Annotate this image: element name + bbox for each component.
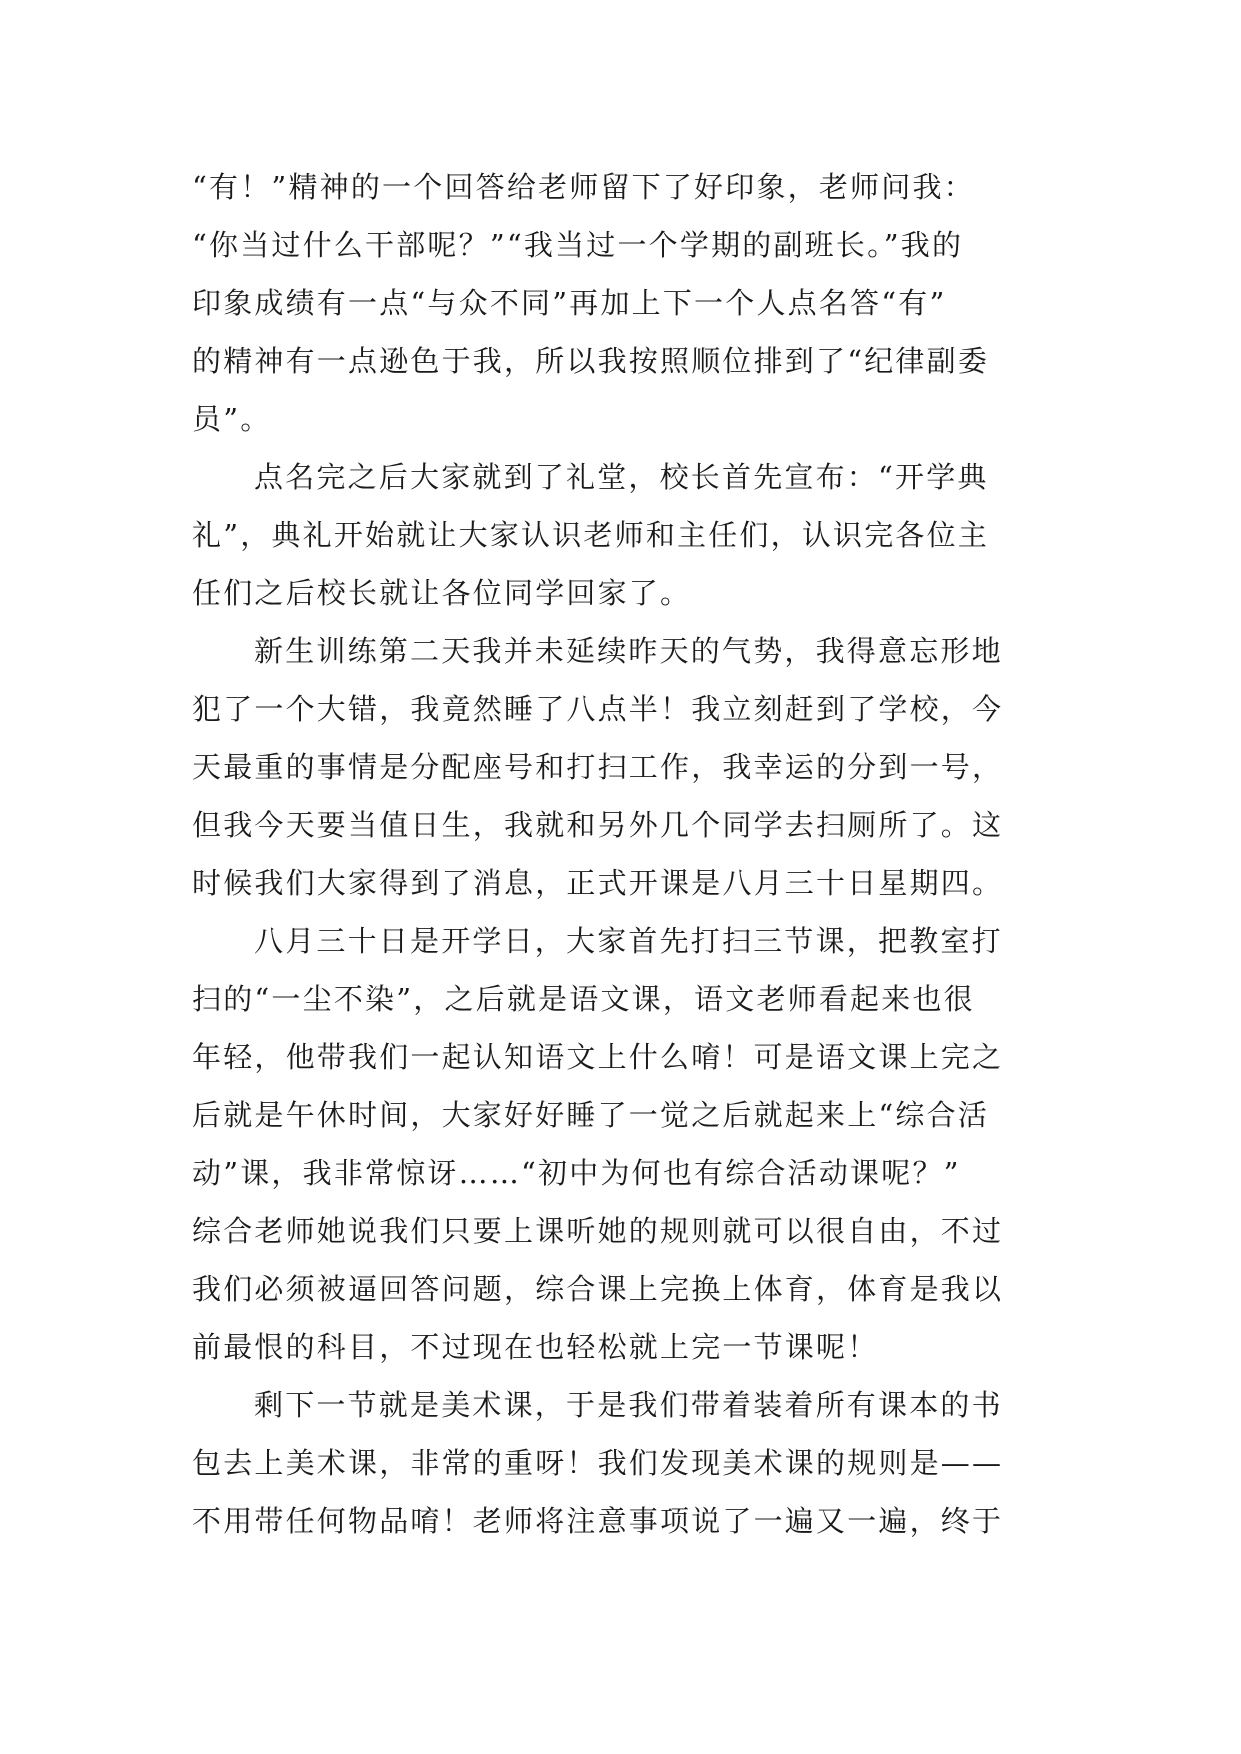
text-line: 天最重的事情是分配座号和打扫工作，我幸运的分到一号，	[192, 750, 1004, 784]
paragraph-start-line: 新生训练第二天我并未延续昨天的气势，我得意忘形地	[254, 634, 1003, 668]
text-line: 综合老师她说我们只要上课听她的规则就可以很自由，不过	[192, 1214, 1004, 1248]
text-line: 的精神有一点逊色于我，所以我按照顺位排到了“纪律副委	[192, 344, 990, 378]
text-line: 任们之后校长就让各位同学回家了。	[192, 576, 692, 610]
text-line: 包去上美术课，非常的重呀！我们发现美术课的规则是——	[192, 1446, 1004, 1480]
text-line: 不用带任何物品唷！老师将注意事项说了一遍又一遍，终于	[192, 1504, 1004, 1538]
paragraph-start-line: 点名完之后大家就到了礼堂，校长首先宣布：“开学典	[254, 460, 989, 494]
text-line: 印象成绩有一点“与众不同”再加上下一个人点名答“有”	[192, 286, 947, 320]
paragraph-start-line: 剩下一节就是美术课，于是我们带着装着所有课本的书	[254, 1388, 1003, 1422]
text-line: “你当过什么干部呢？”“我当过一个学期的副班长。”我的	[192, 228, 964, 262]
text-line: 员”。	[192, 402, 272, 436]
paragraph-start-line: 八月三十日是开学日，大家首先打扫三节课，把教室打	[254, 924, 1003, 958]
text-line: 前最恨的科目，不过现在也轻松就上完一节课呢！	[192, 1330, 879, 1364]
text-line: “有！”精神的一个回答给老师留下了好印象，老师问我：	[192, 170, 975, 204]
text-line: 时候我们大家得到了消息，正式开课是八月三十日星期四。	[192, 866, 1004, 900]
text-line: 年轻，他带我们一起认知语文上什么唷！可是语文课上完之	[192, 1040, 1004, 1074]
text-line: 犯了一个大错，我竟然睡了八点半！我立刻赶到了学校，今	[192, 692, 1004, 726]
text-line: 但我今天要当值日生，我就和另外几个同学去扫厕所了。这	[192, 808, 1004, 842]
text-line: 扫的“一尘不染”，之后就是语文课，语文老师看起来也很	[192, 982, 975, 1016]
text-line: 礼”，典礼开始就让大家认识老师和主任们，认识完各位主	[192, 518, 990, 552]
text-line: 动”课，我非常惊讶……“初中为何也有综合活动课呢？”	[192, 1156, 961, 1190]
body-text	[192, 158, 1054, 1550]
text-line: 我们必须被逼回答问题，综合课上完换上体育，体育是我以	[192, 1272, 1004, 1306]
text-line: 后就是午休时间，大家好好睡了一觉之后就起来上“综合活	[192, 1098, 990, 1132]
